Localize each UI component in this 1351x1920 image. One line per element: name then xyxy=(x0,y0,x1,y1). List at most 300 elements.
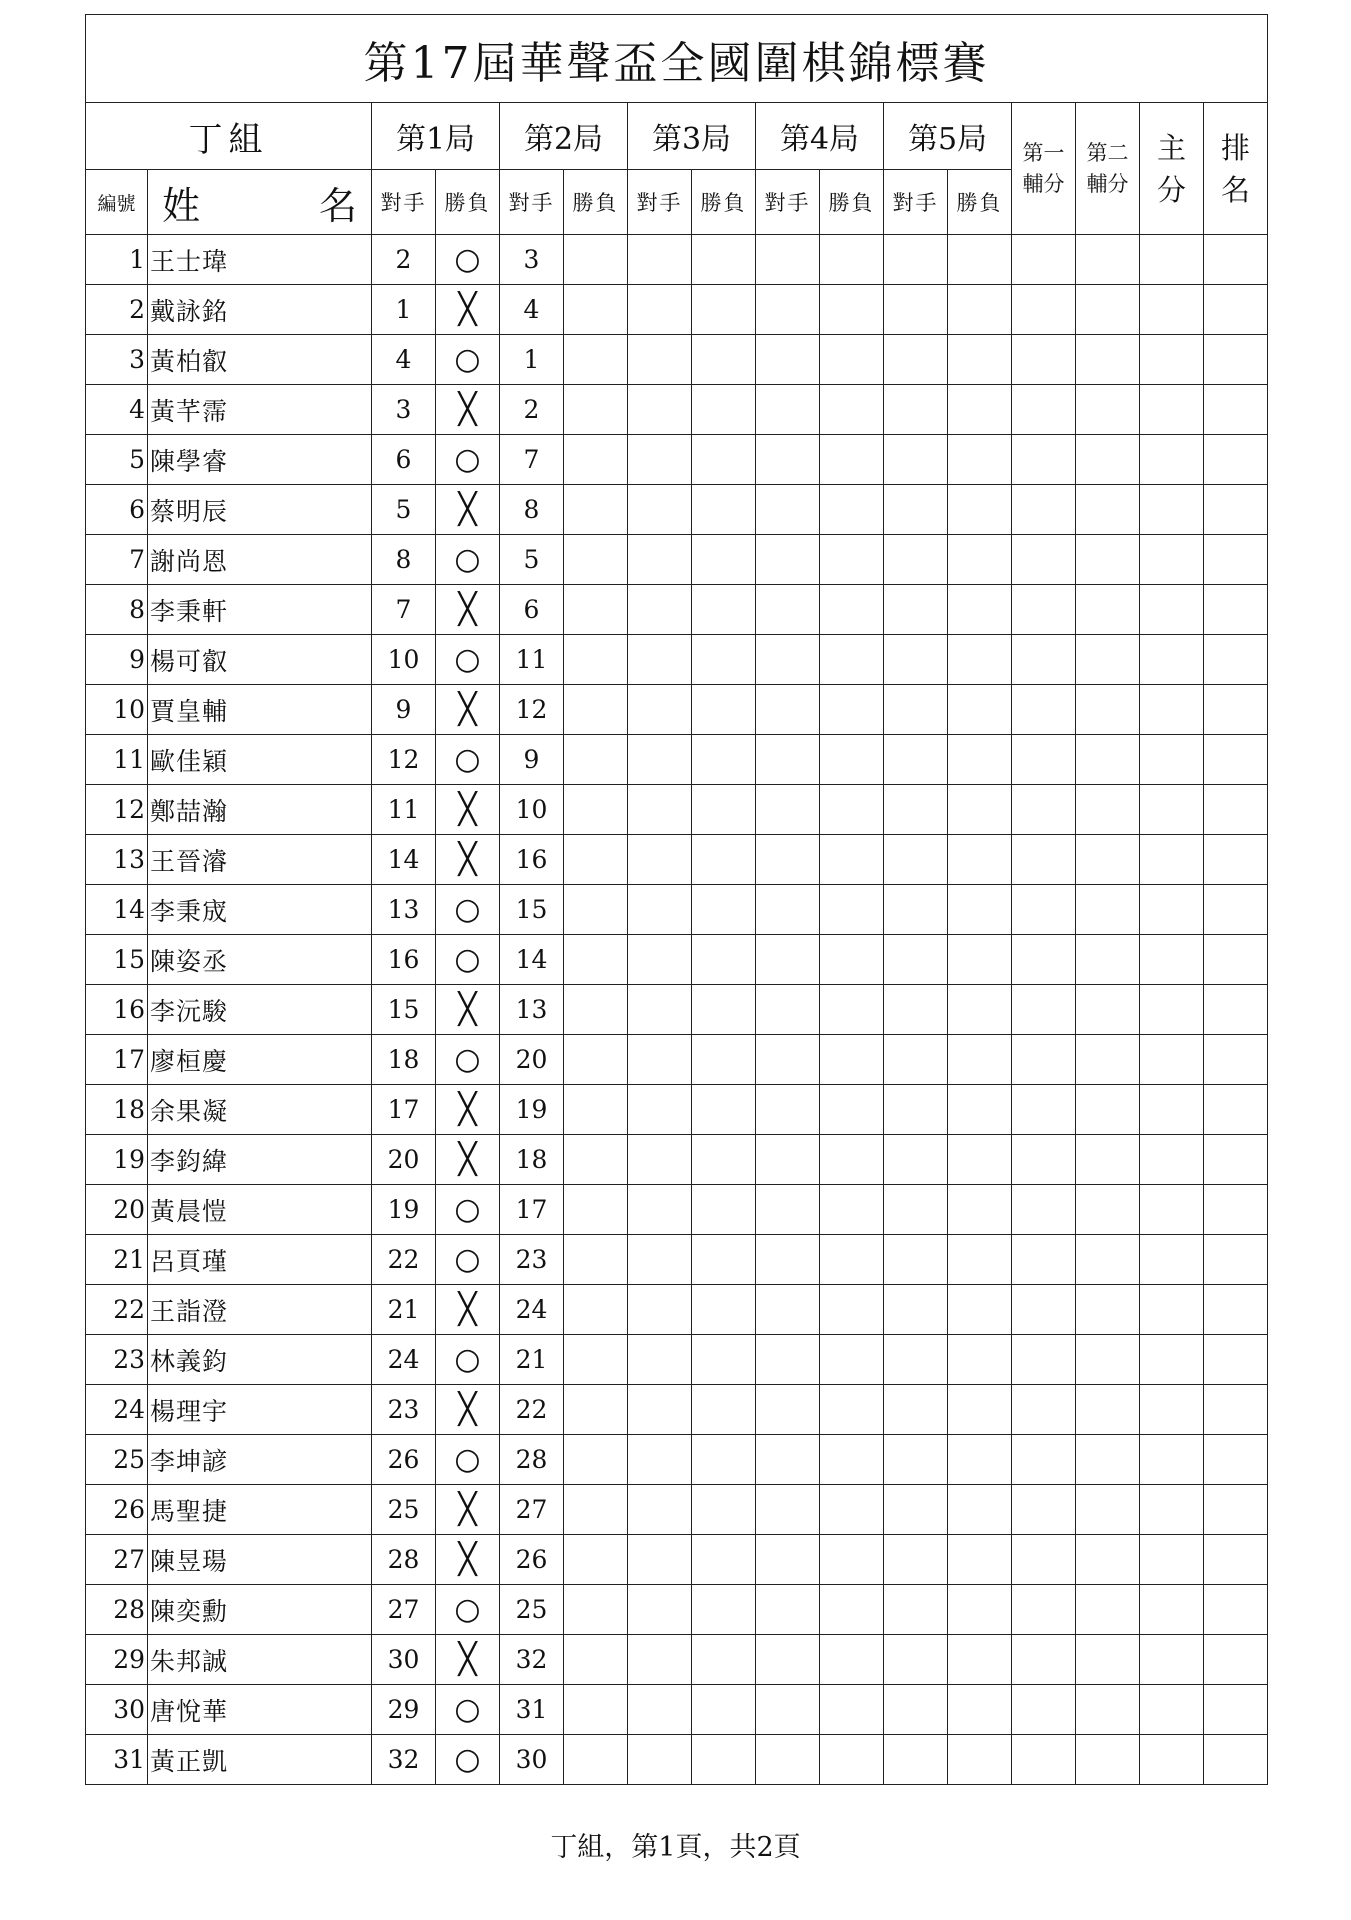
aux-score-2 xyxy=(1076,535,1140,585)
rank xyxy=(1204,1585,1268,1635)
round-4-result xyxy=(820,1735,884,1785)
player-row xyxy=(86,335,1268,385)
round-2-opponent: 22 xyxy=(500,1385,564,1435)
round-3-opponent xyxy=(628,1285,692,1335)
player-name: 李坤諺 xyxy=(148,1435,372,1485)
round-5-opponent xyxy=(884,485,948,535)
round-4-opponent xyxy=(756,485,820,535)
round-3-result xyxy=(692,935,756,985)
aux-score-1 xyxy=(1012,1085,1076,1135)
round-2-opponent: 32 xyxy=(500,1635,564,1685)
round-1-result: ○ xyxy=(436,1035,500,1085)
round-1-result: ╳ xyxy=(436,685,500,735)
round-4-result xyxy=(820,1085,884,1135)
player-name: 李鈞緯 xyxy=(148,1135,372,1185)
round-2-opponent: 7 xyxy=(500,435,564,485)
round-1-opponent: 10 xyxy=(372,635,436,685)
player-id: 5 xyxy=(86,435,148,485)
round-2-result xyxy=(564,1685,628,1735)
round-5-opponent xyxy=(884,1035,948,1085)
player-row xyxy=(86,1685,1268,1735)
round-2-result xyxy=(564,785,628,835)
round-2-result xyxy=(564,385,628,435)
aux-score-2 xyxy=(1076,1585,1140,1635)
player-name: 陳昱瑒 xyxy=(148,1535,372,1585)
main-score xyxy=(1140,835,1204,885)
aux-score-1 xyxy=(1012,985,1076,1035)
round-2-header: 第2局 xyxy=(500,103,628,170)
round-2-result xyxy=(564,1435,628,1485)
player-name: 賈皇輔 xyxy=(148,685,372,735)
round-5-result xyxy=(948,835,1012,885)
round-2-opponent: 17 xyxy=(500,1185,564,1235)
player-id: 4 xyxy=(86,385,148,435)
round-3-result xyxy=(692,1585,756,1635)
rank xyxy=(1204,335,1268,385)
player-row xyxy=(86,1385,1268,1435)
round-1-result: ╳ xyxy=(436,835,500,885)
round-1-opponent: 18 xyxy=(372,1035,436,1085)
round-5-opponent xyxy=(884,535,948,585)
player-id: 2 xyxy=(86,285,148,335)
round-3-result xyxy=(692,1435,756,1485)
player-id: 15 xyxy=(86,935,148,985)
aux-score-1 xyxy=(1012,1135,1076,1185)
round-4-opponent xyxy=(756,785,820,835)
round-1-result: ╳ xyxy=(436,1485,500,1535)
player-row xyxy=(86,785,1268,835)
player-row xyxy=(86,635,1268,685)
round-4-opponent xyxy=(756,985,820,1035)
round-2-opponent: 21 xyxy=(500,1335,564,1385)
round-5-opponent xyxy=(884,1335,948,1385)
tournament-title: 第17屆華聲盃全國圍棋錦標賽 xyxy=(86,15,1268,103)
round-2-opponent: 30 xyxy=(500,1735,564,1785)
player-name: 余果凝 xyxy=(148,1085,372,1135)
round-3-result xyxy=(692,1485,756,1535)
aux-score-1 xyxy=(1012,1585,1076,1635)
round-3-result xyxy=(692,1185,756,1235)
round-4-result xyxy=(820,235,884,285)
round-3-result xyxy=(692,1635,756,1685)
opponent-header: 對手 xyxy=(756,170,820,235)
rank xyxy=(1204,935,1268,985)
round-4-opponent xyxy=(756,1585,820,1635)
round-5-opponent xyxy=(884,1235,948,1285)
aux-score-1 xyxy=(1012,1485,1076,1535)
aux-score-1 xyxy=(1012,735,1076,785)
round-2-result xyxy=(564,585,628,635)
round-5-result xyxy=(948,1635,1012,1685)
round-3-result xyxy=(692,535,756,585)
round-2-result xyxy=(564,435,628,485)
player-name: 陳姿丞 xyxy=(148,935,372,985)
round-5-opponent xyxy=(884,835,948,885)
round-3-opponent xyxy=(628,435,692,485)
aux-score-2 xyxy=(1076,435,1140,485)
round-1-result: ○ xyxy=(436,635,500,685)
main-score xyxy=(1140,385,1204,435)
round-5-opponent xyxy=(884,335,948,385)
round-4-result xyxy=(820,335,884,385)
rank xyxy=(1204,585,1268,635)
round-5-result xyxy=(948,1435,1012,1485)
round-2-result xyxy=(564,1185,628,1235)
round-4-result xyxy=(820,1535,884,1585)
round-2-result xyxy=(564,685,628,735)
player-row xyxy=(86,1485,1268,1535)
round-2-result xyxy=(564,735,628,785)
round-5-opponent xyxy=(884,985,948,1035)
round-2-result xyxy=(564,1035,628,1085)
round-5-result xyxy=(948,235,1012,285)
round-1-result: ○ xyxy=(436,435,500,485)
round-1-result: ○ xyxy=(436,735,500,785)
player-id: 24 xyxy=(86,1385,148,1435)
round-3-result xyxy=(692,1335,756,1385)
round-3-result xyxy=(692,235,756,285)
round-3-opponent xyxy=(628,1385,692,1435)
id-header: 編號 xyxy=(86,170,148,235)
round-5-result xyxy=(948,1185,1012,1235)
player-name: 馬聖捷 xyxy=(148,1485,372,1535)
main-score xyxy=(1140,1035,1204,1085)
rank xyxy=(1204,835,1268,885)
main-score xyxy=(1140,1535,1204,1585)
round-1-header: 第1局 xyxy=(372,103,500,170)
round-2-result xyxy=(564,935,628,985)
round-5-opponent xyxy=(884,1435,948,1485)
round-1-result: ○ xyxy=(436,1585,500,1635)
aux-score-2 xyxy=(1076,1235,1140,1285)
round-3-opponent xyxy=(628,535,692,585)
round-1-result: ╳ xyxy=(436,585,500,635)
round-4-opponent xyxy=(756,435,820,485)
player-name: 王詣澄 xyxy=(148,1285,372,1335)
round-1-opponent: 1 xyxy=(372,285,436,335)
round-5-result xyxy=(948,585,1012,635)
round-1-opponent: 11 xyxy=(372,785,436,835)
round-4-result xyxy=(820,585,884,635)
group-label: 丁組 xyxy=(86,103,372,170)
round-3-opponent xyxy=(628,1485,692,1535)
round-3-opponent xyxy=(628,985,692,1035)
round-5-opponent xyxy=(884,635,948,685)
round-4-result xyxy=(820,1185,884,1235)
round-1-result: ╳ xyxy=(436,1635,500,1685)
aux-score-1 xyxy=(1012,585,1076,635)
round-2-opponent: 8 xyxy=(500,485,564,535)
aux-score-2 xyxy=(1076,235,1140,285)
main-score xyxy=(1140,1185,1204,1235)
opponent-header: 對手 xyxy=(500,170,564,235)
round-2-result xyxy=(564,885,628,935)
round-4-opponent xyxy=(756,1285,820,1335)
player-row xyxy=(86,585,1268,635)
round-1-opponent: 12 xyxy=(372,735,436,785)
round-3-result xyxy=(692,885,756,935)
player-row xyxy=(86,985,1268,1035)
aux-score-2 xyxy=(1076,1285,1140,1335)
round-1-result: ○ xyxy=(436,935,500,985)
rank xyxy=(1204,1685,1268,1735)
round-3-opponent xyxy=(628,1135,692,1185)
round-1-opponent: 17 xyxy=(372,1085,436,1135)
rank xyxy=(1204,1235,1268,1285)
round-5-opponent xyxy=(884,1285,948,1335)
player-row xyxy=(86,535,1268,585)
aux-score-2 xyxy=(1076,785,1140,835)
aux-score-1 xyxy=(1012,635,1076,685)
round-3-opponent xyxy=(628,935,692,985)
round-3-opponent xyxy=(628,235,692,285)
aux-score-1-header xyxy=(1012,103,1076,235)
round-3-result xyxy=(692,735,756,785)
name-header-2: 名 xyxy=(318,183,357,228)
player-name: 李沅駿 xyxy=(148,985,372,1035)
round-3-header: 第3局 xyxy=(628,103,756,170)
rank xyxy=(1204,985,1268,1035)
round-5-result xyxy=(948,1685,1012,1735)
aux-score-2 xyxy=(1076,1385,1140,1435)
round-1-result: ○ xyxy=(436,1185,500,1235)
round-5-opponent xyxy=(884,735,948,785)
player-id: 20 xyxy=(86,1185,148,1235)
round-5-result xyxy=(948,1735,1012,1785)
round-2-opponent: 1 xyxy=(500,335,564,385)
main-score xyxy=(1140,1335,1204,1385)
round-5-result xyxy=(948,1335,1012,1385)
round-3-opponent xyxy=(628,1085,692,1135)
rank xyxy=(1204,885,1268,935)
player-name: 陳奕勳 xyxy=(148,1585,372,1635)
round-4-result xyxy=(820,1235,884,1285)
main-score xyxy=(1140,985,1204,1035)
round-2-result xyxy=(564,1585,628,1635)
main-score xyxy=(1140,535,1204,585)
player-name: 黃柏叡 xyxy=(148,335,372,385)
round-2-result xyxy=(564,535,628,585)
main-score xyxy=(1140,785,1204,835)
round-5-opponent xyxy=(884,235,948,285)
round-2-opponent: 2 xyxy=(500,385,564,435)
round-5-opponent xyxy=(884,1185,948,1235)
standings-table xyxy=(85,14,1268,1785)
round-1-result: ╳ xyxy=(436,1385,500,1435)
round-4-opponent xyxy=(756,1735,820,1785)
player-name: 李秉宬 xyxy=(148,885,372,935)
round-1-opponent: 3 xyxy=(372,385,436,435)
player-row xyxy=(86,1185,1268,1235)
aux-score-1 xyxy=(1012,885,1076,935)
player-id: 26 xyxy=(86,1485,148,1535)
round-1-result: ○ xyxy=(436,535,500,585)
main-score xyxy=(1140,1235,1204,1285)
round-5-result xyxy=(948,1035,1012,1085)
round-5-result xyxy=(948,435,1012,485)
round-2-result xyxy=(564,635,628,685)
round-4-opponent xyxy=(756,1235,820,1285)
opponent-header: 對手 xyxy=(884,170,948,235)
round-4-result xyxy=(820,285,884,335)
round-3-result xyxy=(692,635,756,685)
round-1-result: ○ xyxy=(436,1435,500,1485)
round-4-opponent xyxy=(756,1035,820,1085)
round-5-opponent xyxy=(884,885,948,935)
rank xyxy=(1204,535,1268,585)
round-5-result xyxy=(948,1235,1012,1285)
round-4-opponent xyxy=(756,1535,820,1585)
round-4-result xyxy=(820,1135,884,1185)
round-1-result: ○ xyxy=(436,1685,500,1735)
round-5-result xyxy=(948,885,1012,935)
result-header: 勝負 xyxy=(564,170,628,235)
player-row xyxy=(86,1135,1268,1185)
player-name: 鄭喆瀚 xyxy=(148,785,372,835)
round-4-result xyxy=(820,1385,884,1435)
player-id: 18 xyxy=(86,1085,148,1135)
player-row xyxy=(86,1035,1268,1085)
aux-score-1 xyxy=(1012,535,1076,585)
round-1-result: ╳ xyxy=(436,1085,500,1135)
player-name: 楊理宇 xyxy=(148,1385,372,1435)
round-4-opponent xyxy=(756,685,820,735)
round-5-opponent xyxy=(884,285,948,335)
round-5-opponent xyxy=(884,1085,948,1135)
rank xyxy=(1204,1285,1268,1335)
round-2-result xyxy=(564,985,628,1035)
round-3-result xyxy=(692,1735,756,1785)
player-id: 6 xyxy=(86,485,148,535)
round-5-result xyxy=(948,535,1012,585)
round-3-opponent xyxy=(628,735,692,785)
round-3-result xyxy=(692,1285,756,1335)
round-4-result xyxy=(820,885,884,935)
round-3-opponent xyxy=(628,885,692,935)
round-4-result xyxy=(820,985,884,1035)
player-id: 27 xyxy=(86,1535,148,1585)
round-3-opponent xyxy=(628,685,692,735)
player-name: 唐悅華 xyxy=(148,1685,372,1735)
round-4-opponent xyxy=(756,1335,820,1385)
round-1-opponent: 23 xyxy=(372,1385,436,1435)
player-name: 黃晨愷 xyxy=(148,1185,372,1235)
player-id: 28 xyxy=(86,1585,148,1635)
round-4-result xyxy=(820,1585,884,1635)
aux-score-1 xyxy=(1012,685,1076,735)
aux-score-1 xyxy=(1012,935,1076,985)
aux-score-2 xyxy=(1076,1685,1140,1735)
player-id: 25 xyxy=(86,1435,148,1485)
main-score xyxy=(1140,685,1204,735)
main-score xyxy=(1140,1735,1204,1785)
main-score xyxy=(1140,585,1204,635)
rank xyxy=(1204,1735,1268,1785)
round-2-result xyxy=(564,835,628,885)
round-5-opponent xyxy=(884,935,948,985)
rank xyxy=(1204,435,1268,485)
round-2-opponent: 23 xyxy=(500,1235,564,1285)
round-1-opponent: 9 xyxy=(372,685,436,735)
round-2-result xyxy=(564,1385,628,1435)
player-row xyxy=(86,235,1268,285)
round-4-opponent xyxy=(756,1435,820,1485)
round-2-opponent: 12 xyxy=(500,685,564,735)
player-id: 16 xyxy=(86,985,148,1035)
player-row xyxy=(86,835,1268,885)
rank xyxy=(1204,1535,1268,1585)
round-2-result xyxy=(564,1535,628,1585)
round-5-result xyxy=(948,635,1012,685)
aux-score-1 xyxy=(1012,235,1076,285)
rank xyxy=(1204,1085,1268,1135)
main-score xyxy=(1140,1585,1204,1635)
round-1-result: ○ xyxy=(436,235,500,285)
round-5-result xyxy=(948,1135,1012,1185)
round-2-opponent: 5 xyxy=(500,535,564,585)
round-2-opponent: 3 xyxy=(500,235,564,285)
round-4-result xyxy=(820,485,884,535)
round-1-opponent: 30 xyxy=(372,1635,436,1685)
main-score xyxy=(1140,1285,1204,1335)
round-1-result: ○ xyxy=(436,885,500,935)
round-3-result xyxy=(692,985,756,1035)
round-2-result xyxy=(564,1285,628,1335)
rank xyxy=(1204,1035,1268,1085)
round-4-result xyxy=(820,1335,884,1385)
round-3-result xyxy=(692,1035,756,1085)
player-name: 王晉濬 xyxy=(148,835,372,885)
round-1-result: ○ xyxy=(436,1235,500,1285)
round-5-result xyxy=(948,685,1012,735)
round-2-result xyxy=(564,235,628,285)
player-id: 19 xyxy=(86,1135,148,1185)
rank xyxy=(1204,485,1268,535)
main-score-header xyxy=(1140,103,1204,235)
round-2-result xyxy=(564,1085,628,1135)
round-5-result xyxy=(948,785,1012,835)
round-5-opponent xyxy=(884,1735,948,1785)
player-name: 戴詠銘 xyxy=(148,285,372,335)
rank xyxy=(1204,1135,1268,1185)
round-3-result xyxy=(692,685,756,735)
aux-score-2 xyxy=(1076,735,1140,785)
round-1-opponent: 15 xyxy=(372,985,436,1035)
aux-score-2 xyxy=(1076,485,1140,535)
main-score xyxy=(1140,885,1204,935)
aux-score-2 xyxy=(1076,1535,1140,1585)
round-3-result xyxy=(692,835,756,885)
round-4-result xyxy=(820,535,884,585)
round-4-opponent xyxy=(756,635,820,685)
rank xyxy=(1204,285,1268,335)
aux-score-1 xyxy=(1012,785,1076,835)
rank xyxy=(1204,1185,1268,1235)
round-4-opponent xyxy=(756,935,820,985)
aux-score-1 xyxy=(1012,1235,1076,1285)
round-1-opponent: 20 xyxy=(372,1135,436,1185)
main-score xyxy=(1140,1485,1204,1535)
aux-score-1 xyxy=(1012,435,1076,485)
round-4-result xyxy=(820,685,884,735)
aux-score-1 xyxy=(1012,285,1076,335)
round-4-result xyxy=(820,1035,884,1085)
round-2-opponent: 13 xyxy=(500,985,564,1035)
aux-score-2 xyxy=(1076,685,1140,735)
round-3-opponent xyxy=(628,1685,692,1735)
round-5-result xyxy=(948,385,1012,435)
player-name: 蔡明辰 xyxy=(148,485,372,535)
